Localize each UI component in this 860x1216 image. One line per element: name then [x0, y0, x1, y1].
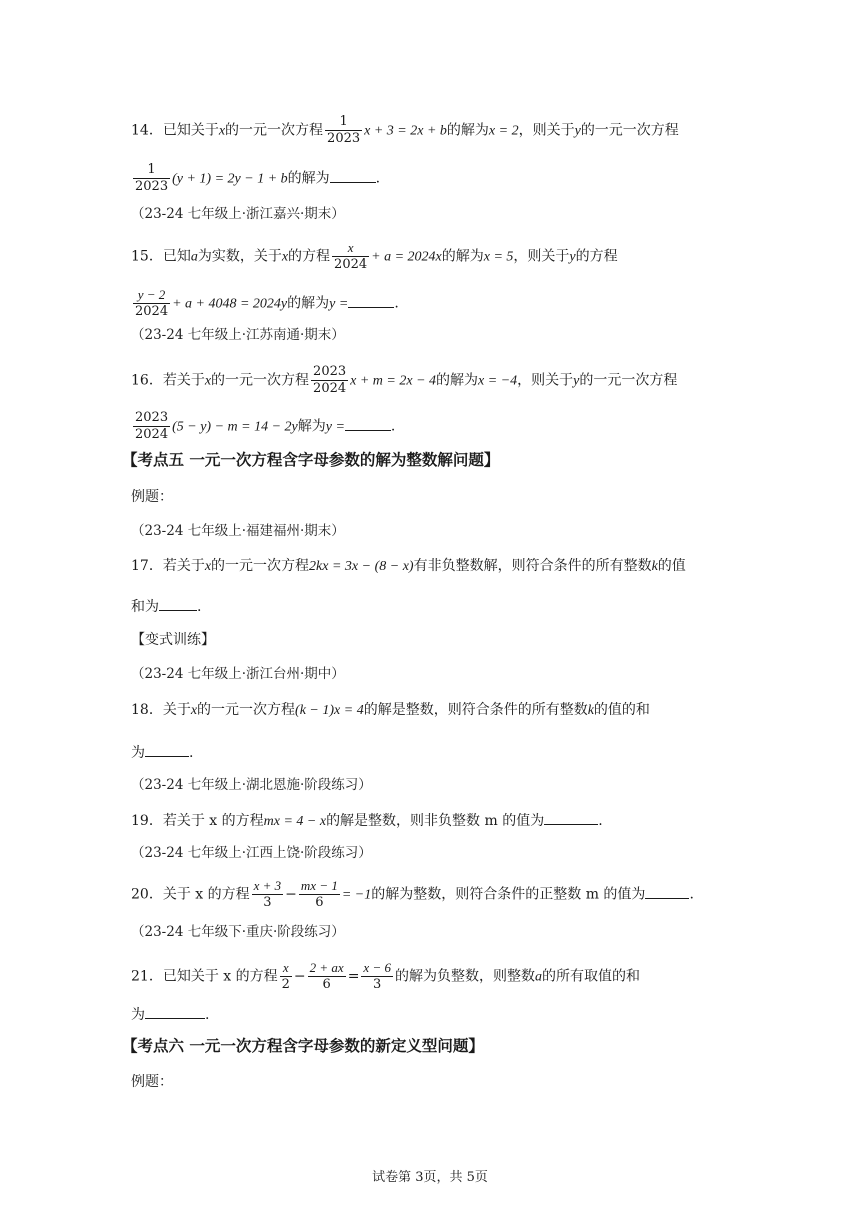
- source-label: （23-24 七年级下·重庆·阶段练习）: [131, 924, 345, 940]
- text: 的一元一次方程: [579, 372, 678, 389]
- var: y: [574, 123, 581, 139]
- text: 的一元一次方程: [225, 122, 324, 139]
- numerator: 1: [133, 162, 170, 179]
- var: k: [587, 703, 594, 718]
- text: 的一元一次方程: [197, 702, 296, 718]
- denominator: 2023: [327, 131, 361, 146]
- source-label: （23-24 七年级上·江西上饶·阶段练习）: [131, 845, 372, 861]
- var: a: [190, 249, 198, 265]
- text: 有非负整数解，则符合条件的所有整数: [413, 558, 652, 574]
- text: 和为: [131, 599, 159, 615]
- answer-blank[interactable]: [645, 884, 689, 899]
- q18-line1: [131, 700, 650, 721]
- numerator: x − 6: [363, 960, 391, 975]
- section-heading: 【考点五 一元一次方程含字母参数的解为整数解问题】: [122, 450, 500, 469]
- text: 为实数，关于: [197, 248, 282, 265]
- denominator: 2024: [135, 304, 169, 319]
- text: .: [189, 745, 194, 761]
- denominator: 3: [263, 895, 272, 910]
- text: 的一元一次方程: [211, 558, 310, 574]
- numerator: y − 2: [133, 287, 170, 304]
- answer-blank[interactable]: [544, 810, 598, 825]
- source-label: （23-24 七年级上·福建福州·期末）: [131, 523, 345, 539]
- q17-line2: [131, 596, 201, 617]
- numerator: 2 + ax: [309, 960, 344, 975]
- equation: + a + 4048 = 2024y: [172, 296, 288, 312]
- fraction: [133, 162, 170, 195]
- source-label: （23-24 七年级上·浙江嘉兴·期末）: [131, 206, 345, 222]
- numerator: 2023: [135, 410, 169, 425]
- numerator: 2023: [313, 364, 347, 379]
- page-footer: 试卷第 3页，共 5页: [372, 1170, 488, 1185]
- text: ，则关于: [517, 372, 574, 389]
- var: x: [190, 703, 198, 718]
- example-label: 例题：: [131, 489, 173, 505]
- denominator: 3: [373, 977, 382, 992]
- var: y: [573, 373, 580, 389]
- fraction: [361, 960, 393, 993]
- text: 20．关于 x 的方程: [131, 886, 250, 903]
- text: 17．若关于: [131, 558, 205, 574]
- text: 的解为: [436, 372, 479, 389]
- text: .: [197, 599, 202, 615]
- equation: (k − 1)x = 4: [295, 703, 364, 718]
- var: y: [569, 249, 576, 265]
- text: 的值: [657, 558, 686, 574]
- fraction: [311, 364, 348, 397]
- equation: (5 − y) − m = 14 − 2y: [172, 419, 298, 435]
- numerator: x + 3: [253, 878, 282, 893]
- section-heading: 【考点六 一元一次方程含字母参数的新定义型问题】: [122, 1036, 484, 1055]
- q14-line1: [131, 114, 679, 147]
- var: x: [204, 559, 212, 574]
- text: 的所有取值的和: [541, 968, 640, 985]
- q18-line2: [131, 742, 193, 763]
- text: .: [598, 813, 603, 829]
- variant-label: 【变式训练】: [131, 632, 215, 648]
- equation: = −1: [341, 887, 372, 903]
- text: 的解为整数，则符合条件的正整数 m 的值为: [371, 886, 646, 903]
- text: 的解是整数，则非负整数 m 的值为: [326, 813, 545, 829]
- denominator: 2024: [313, 381, 347, 396]
- denominator: 6: [315, 895, 324, 910]
- equation: 2kx = 3x − (8 − x): [309, 559, 414, 574]
- text: ，则关于: [518, 122, 575, 139]
- fraction: [308, 960, 346, 993]
- text: 的解为负整数，则整数: [394, 968, 535, 985]
- fraction: [325, 114, 362, 147]
- q16-line2: [131, 410, 395, 443]
- text: 的方程: [288, 248, 331, 265]
- text: 为: [131, 1007, 145, 1023]
- var: k: [651, 559, 658, 574]
- numerator: mx − 1: [300, 878, 338, 893]
- q17-line1: [131, 556, 686, 577]
- text: .: [689, 886, 694, 903]
- q14-line2: [131, 162, 380, 195]
- text: 的一元一次方程: [211, 372, 310, 389]
- numerator: 1: [325, 114, 362, 131]
- answer-blank[interactable]: [348, 293, 394, 308]
- example-label: 例题：: [131, 1074, 173, 1090]
- text: ，则关于: [513, 248, 570, 265]
- operator: −: [285, 886, 297, 903]
- var: x: [204, 373, 212, 389]
- text: 的一元一次方程: [580, 122, 679, 139]
- answer-blank[interactable]: [145, 1004, 205, 1019]
- numerator: x: [332, 240, 369, 257]
- text: 14．已知关于: [131, 122, 219, 139]
- denominator: 6: [322, 977, 331, 992]
- text: 15．已知: [131, 248, 191, 265]
- fraction: [133, 410, 170, 443]
- text: 16．若关于: [131, 372, 205, 389]
- solution: x = 5: [483, 249, 514, 265]
- equation: (y + 1) = 2y − 1 + b: [172, 171, 288, 187]
- fraction: [252, 878, 284, 911]
- var: x: [218, 123, 226, 139]
- q21-line1: [131, 960, 640, 993]
- denominator: 2024: [135, 427, 169, 442]
- text: 的方程: [575, 248, 618, 265]
- equation: x + m = 2x − 4: [350, 373, 437, 389]
- denominator: 2: [281, 977, 290, 992]
- fraction: [332, 240, 369, 273]
- q15-line1: [131, 240, 618, 273]
- denominator: 2023: [135, 179, 169, 194]
- text: 的解为: [446, 122, 489, 139]
- text: 为: [131, 745, 145, 761]
- text: .: [205, 1007, 210, 1023]
- text: 的解为: [441, 248, 484, 265]
- fraction: [133, 287, 170, 320]
- source-label: （23-24 七年级上·湖北恩施·阶段练习）: [131, 777, 372, 793]
- text: 的解为: [287, 295, 330, 312]
- source-label: （23-24 七年级上·浙江台州·期中）: [131, 666, 345, 682]
- text: .: [394, 295, 399, 312]
- text: 19．若关于 x 的方程: [131, 813, 264, 829]
- operator: =: [347, 968, 360, 985]
- var: a: [534, 969, 542, 985]
- answer-blank[interactable]: [145, 742, 189, 757]
- solution: x = −4: [478, 373, 518, 389]
- text: .: [375, 170, 381, 187]
- answer-blank[interactable]: [159, 596, 197, 611]
- q15-line2: [131, 287, 399, 320]
- source-label: （23-24 七年级上·江苏南通·期末）: [131, 327, 345, 343]
- var: x: [281, 249, 289, 265]
- q20-line1: [131, 878, 694, 911]
- q21-line2: [131, 1004, 209, 1025]
- text: 的值的和: [593, 702, 650, 718]
- text: 的解是整数，则符合条件的所有整数: [363, 702, 588, 718]
- operator: −: [293, 968, 306, 985]
- fraction: [299, 878, 340, 911]
- text: 解为: [297, 418, 326, 435]
- fraction: [280, 960, 292, 993]
- answer-var: y =: [329, 296, 349, 312]
- q16-line1: [131, 364, 677, 397]
- numerator: x: [280, 960, 292, 977]
- equation: mx = 4 − x: [263, 814, 327, 829]
- equation: + a = 2024x: [371, 249, 442, 265]
- solution: x = 2: [488, 123, 519, 139]
- text: 的解为: [287, 170, 330, 187]
- text: .: [390, 418, 396, 435]
- text: 18．关于: [131, 702, 191, 718]
- denominator: 2024: [334, 257, 368, 272]
- text: 21．已知关于 x 的方程: [131, 968, 278, 985]
- q19-line1: [131, 810, 603, 832]
- equation: x + 3 = 2x + b: [364, 123, 447, 139]
- answer-blank[interactable]: [330, 168, 376, 183]
- answer-var: y =: [325, 419, 345, 435]
- answer-blank[interactable]: [345, 416, 391, 431]
